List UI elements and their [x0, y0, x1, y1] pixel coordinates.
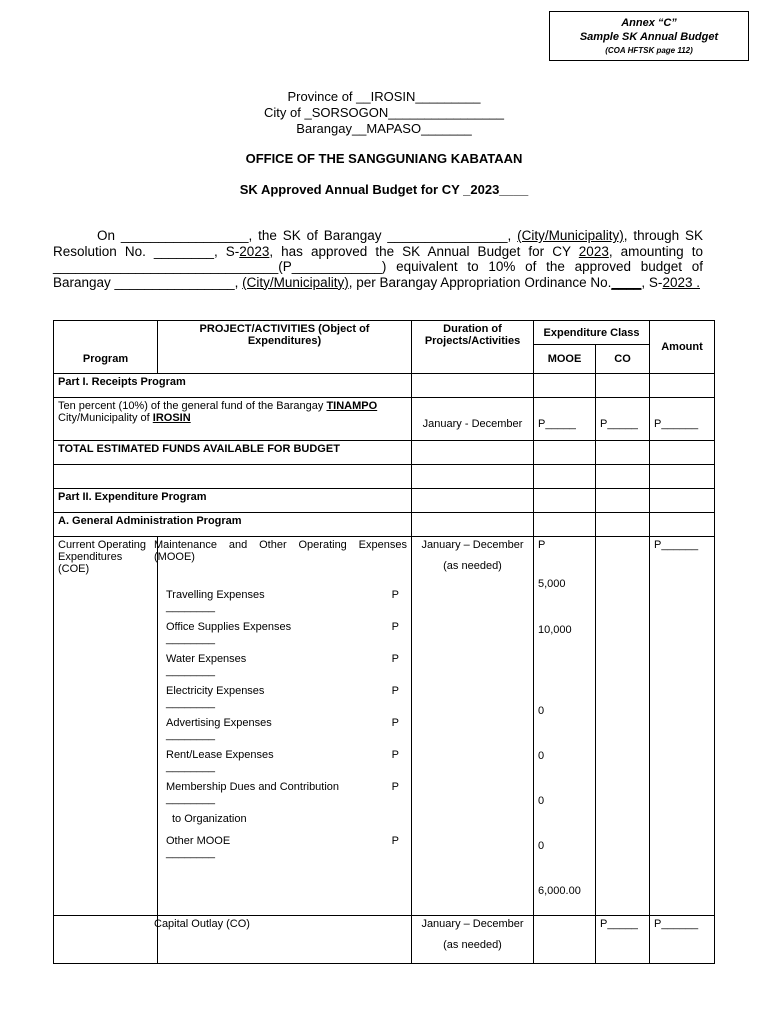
- mooe-values-cell: P 5,000 10,000 0 0 0 0 6,000.00: [534, 537, 596, 916]
- list-item: Membership Dues and Contribution P: [166, 781, 399, 793]
- table-row: [54, 398, 715, 441]
- annex-box: [549, 11, 749, 61]
- list-item: Other MOOE P: [166, 835, 399, 847]
- header-duration: Duration of Projects/Activities: [412, 321, 534, 374]
- list-item: Advertising Expenses P: [166, 717, 399, 729]
- table-row: [54, 916, 715, 964]
- office-title: OFFICE OF THE SANGGUNIANG KABATAAN: [245, 151, 523, 166]
- coe-program: Current Operating Expenditures (COE): [54, 537, 158, 916]
- total-funds-label: TOTAL ESTIMATED FUNDS AVAILABLE FOR BUDGET: [54, 441, 412, 465]
- list-item: Travelling Expenses P: [166, 589, 399, 601]
- header-co: CO: [596, 345, 650, 374]
- co-co-value: P_____: [596, 916, 650, 964]
- receipts-mooe: P_____: [534, 398, 596, 441]
- co-duration-cell: January – December (as needed): [412, 916, 534, 964]
- annex-subtitle: Sample SK Annual Budget: [579, 31, 719, 43]
- table-row: [54, 465, 715, 489]
- table-row: [54, 513, 715, 537]
- header-expenditure-class: Expenditure Class: [534, 321, 650, 345]
- table-header-row: [54, 321, 715, 345]
- section-a-label: A. General Administration Program: [54, 513, 412, 537]
- part2-label: Part II. Expenditure Program: [54, 489, 412, 513]
- header-program: Program: [54, 321, 158, 374]
- list-item: Electricity Expenses P: [166, 685, 399, 697]
- mooe-co-cell: [596, 537, 650, 916]
- list-item: Office Supplies Expenses P: [166, 621, 399, 633]
- city-line: City of _SORSOGON________________: [264, 105, 504, 120]
- mooe-amount: P______: [650, 537, 715, 916]
- receipts-duration: January - December: [412, 398, 534, 441]
- intro-paragraph: On _________________, the SK of Barangay ________________, (City/Municipality), through SK Resolution No. ________, S-2023, has approved the SK Annual Budget for CY 2023, amounting to ______________________________(P____________) equivalent to 10% of the approved budget of Barangay ________________, (City/Municipality), per Barangay Appropriation Ordinance No.____, S-2023 .: [53, 228, 704, 290]
- list-item: Rent/Lease Expenses P: [166, 749, 399, 761]
- mooe-label: Maintenance and Other Operating Expenses (MOOE): [154, 539, 407, 563]
- budget-table: [53, 320, 715, 964]
- mooe-duration-cell: January – December (as needed): [412, 537, 534, 916]
- mooe-items-cell: Maintenance and Other Operating Expenses (MOOE) Travelling Expenses P ________ Office Supplies Expenses P ________ Water Expenses P ________ Electricity Expenses P ________ Advertising Expenses P ________ Rent/Lease Expenses P ________ Membership Dues and Contribution P ________ to Organization Other MOOE P ________: [158, 537, 412, 916]
- membership-continuation: to Organization: [172, 813, 247, 825]
- budget-title: SK Approved Annual Budget for CY _2023____: [239, 182, 529, 197]
- table-row: [54, 537, 715, 916]
- co-label: Capital Outlay (CO): [158, 916, 412, 964]
- header-project: PROJECT/ACTIVITIES (Object of Expenditures): [158, 321, 412, 374]
- barangay-line: Barangay__MAPASO_______: [296, 121, 472, 136]
- co-amount: P______: [650, 916, 715, 964]
- receipts-description: Ten percent (10%) of the general fund of the Barangay TINAMPO City/Municipality of IROSIN: [54, 398, 412, 441]
- table-row: [54, 489, 715, 513]
- province-line: Province of __IROSIN_________: [287, 89, 481, 104]
- annex-title: Annex “C”: [621, 17, 677, 29]
- list-item: Water Expenses P: [166, 653, 399, 665]
- annex-reference: (COA HFTSK page 112): [605, 46, 693, 55]
- table-row: [54, 374, 715, 398]
- part1-label: Part I. Receipts Program: [54, 374, 412, 398]
- table-row: [54, 441, 715, 465]
- header-mooe: MOOE: [534, 345, 596, 374]
- receipts-amount: P______: [650, 398, 715, 441]
- receipts-co: P_____: [596, 398, 650, 441]
- header-amount: Amount: [650, 321, 715, 374]
